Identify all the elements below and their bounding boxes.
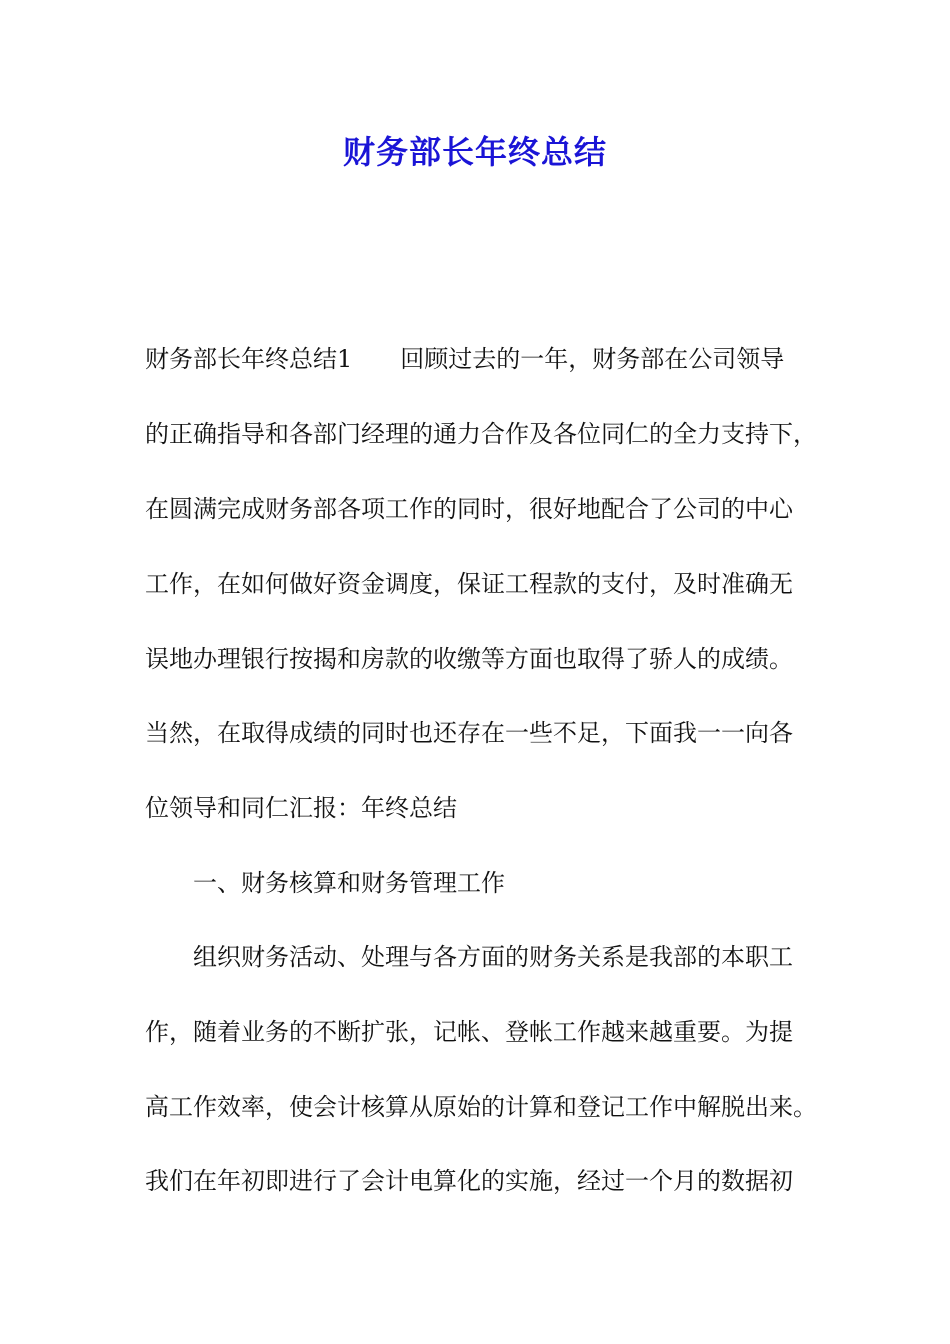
paragraph-line: 高工作效率，使会计核算从原始的计算和登记工作中解脱出来。 — [145, 1093, 817, 1121]
paragraph-line: 财务部长年终总结1 回顾过去的一年，财务部在公司领导 — [145, 345, 785, 373]
paragraph-line: 我们在年初即进行了会计电算化的实施，经过一个月的数据初 — [145, 1167, 793, 1195]
paragraph-line: 误地办理银行按揭和房款的收缴等方面也取得了骄人的成绩。 — [145, 645, 793, 673]
paragraph-line: 的正确指导和各部门经理的通力合作及各位同仁的全力支持下， — [145, 420, 817, 448]
paragraph-line: 作，随着业务的不断扩张，记帐、登帐工作越来越重要。为提 — [145, 1018, 793, 1046]
paragraph-line: 在圆满完成财务部各项工作的同时，很好地配合了公司的中心 — [145, 495, 793, 523]
paragraph-line: 当然，在取得成绩的同时也还存在一些不足，下面我一一向各 — [145, 719, 793, 747]
section-heading: 一、财务核算和财务管理工作 — [193, 869, 505, 897]
document-title: 财务部长年终总结 — [342, 133, 607, 171]
paragraph-line: 组织财务活动、处理与各方面的财务关系是我部的本职工 — [193, 943, 793, 971]
paragraph-line: 工作，在如何做好资金调度，保证工程款的支付，及时准确无 — [145, 570, 793, 598]
paragraph-line: 位领导和同仁汇报：年终总结 — [145, 794, 457, 822]
